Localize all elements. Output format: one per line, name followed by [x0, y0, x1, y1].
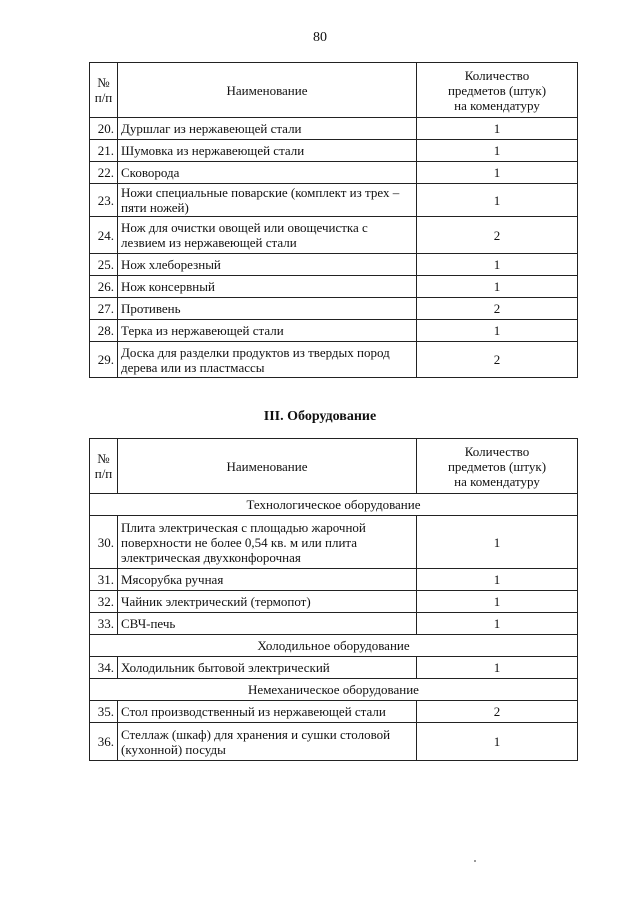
- row-name: Стол производственный из нержавеющей стали: [118, 701, 417, 723]
- row-name: СВЧ-печь: [118, 613, 417, 635]
- row-name: Шумовка из нержавеющей стали: [118, 140, 417, 162]
- row-quantity: 2: [417, 342, 578, 378]
- row-quantity: 1: [417, 657, 578, 679]
- row-number: 33.: [90, 613, 118, 635]
- row-quantity: 1: [417, 276, 578, 298]
- row-number: 36.: [90, 723, 118, 761]
- row-quantity: 1: [417, 118, 578, 140]
- header-name: Наименование: [118, 439, 417, 494]
- row-quantity: 1: [417, 254, 578, 276]
- row-name: Нож хлеборезный: [118, 254, 417, 276]
- row-quantity: 2: [417, 701, 578, 723]
- row-name: Плита электрическая с площадью жарочной поверхности не более 0,54 кв. м или плита электрическая двухконфорочная: [118, 516, 417, 569]
- row-name: Холодильник бытовой электрический: [118, 657, 417, 679]
- row-number: 20.: [90, 118, 118, 140]
- table-row: [90, 254, 578, 276]
- row-name: Нож консервный: [118, 276, 417, 298]
- group-title: Технологическое оборудование: [90, 494, 578, 516]
- table-header-row: [90, 439, 578, 494]
- table-row: [90, 140, 578, 162]
- header-quantity: Количество предметов (штук) на комендатуру: [417, 439, 578, 494]
- table-row: [90, 613, 578, 635]
- row-quantity: 1: [417, 613, 578, 635]
- row-number: 27.: [90, 298, 118, 320]
- table-row: [90, 342, 578, 378]
- row-name: Сковорода: [118, 162, 417, 184]
- row-quantity: 1: [417, 140, 578, 162]
- row-name: Дуршлаг из нержавеющей стали: [118, 118, 417, 140]
- row-number: 25.: [90, 254, 118, 276]
- row-name: Мясорубка ручная: [118, 569, 417, 591]
- row-number: 22.: [90, 162, 118, 184]
- table-row: [90, 320, 578, 342]
- row-name: Противень: [118, 298, 417, 320]
- header-number: № п/п: [90, 439, 118, 494]
- table-row: [90, 657, 578, 679]
- group-title: Холодильное оборудование: [90, 635, 578, 657]
- table-header-row: [90, 63, 578, 118]
- table-row: [90, 591, 578, 613]
- header-quantity: Количество предметов (штук) на комендатуру: [417, 63, 578, 118]
- table-row: [90, 162, 578, 184]
- row-number: 28.: [90, 320, 118, 342]
- table-row: [90, 723, 578, 761]
- row-name: Доска для разделки продуктов из твердых пород дерева или из пластмассы: [118, 342, 417, 378]
- row-quantity: 2: [417, 298, 578, 320]
- section-title: III. Оборудование: [263, 409, 377, 424]
- row-number: 23.: [90, 184, 118, 217]
- group-row-nonmechanical: [90, 679, 578, 701]
- table-row: [90, 118, 578, 140]
- row-name: Стеллаж (шкаф) для хранения и сушки столовой (кухонной) посуды: [118, 723, 417, 761]
- row-quantity: 2: [417, 217, 578, 254]
- row-name: Ножи специальные поварские (комплект из трех – пяти ножей): [118, 184, 417, 217]
- row-name: Нож для очистки овощей или овощечистка с лезвием из нержавеющей стали: [118, 217, 417, 254]
- row-number: 32.: [90, 591, 118, 613]
- row-quantity: 1: [417, 320, 578, 342]
- row-name: Терка из нержавеющей стали: [118, 320, 417, 342]
- row-number: 29.: [90, 342, 118, 378]
- row-number: 24.: [90, 217, 118, 254]
- row-quantity: 1: [417, 516, 578, 569]
- row-number: 30.: [90, 516, 118, 569]
- scan-speck: [474, 860, 476, 862]
- row-number: 34.: [90, 657, 118, 679]
- table-row: [90, 298, 578, 320]
- table-row: [90, 701, 578, 723]
- row-number: 26.: [90, 276, 118, 298]
- row-quantity: 1: [417, 569, 578, 591]
- table-row: [90, 217, 578, 254]
- row-quantity: 1: [417, 723, 578, 761]
- table-row: [90, 569, 578, 591]
- header-name: Наименование: [118, 63, 417, 118]
- row-quantity: 1: [417, 162, 578, 184]
- group-row-technological: [90, 494, 578, 516]
- row-name: Чайник электрический (термопот): [118, 591, 417, 613]
- row-number: 31.: [90, 569, 118, 591]
- equipment-table: [89, 438, 578, 761]
- page-number: 80: [313, 30, 327, 45]
- row-quantity: 1: [417, 591, 578, 613]
- utensils-table: [89, 62, 578, 378]
- table-row: [90, 276, 578, 298]
- row-number: 21.: [90, 140, 118, 162]
- table-row: [90, 184, 578, 217]
- table-row: [90, 516, 578, 569]
- row-quantity: 1: [417, 184, 578, 217]
- group-row-cold: [90, 635, 578, 657]
- group-title: Немеханическое оборудование: [90, 679, 578, 701]
- header-number: № п/п: [90, 63, 118, 118]
- row-number: 35.: [90, 701, 118, 723]
